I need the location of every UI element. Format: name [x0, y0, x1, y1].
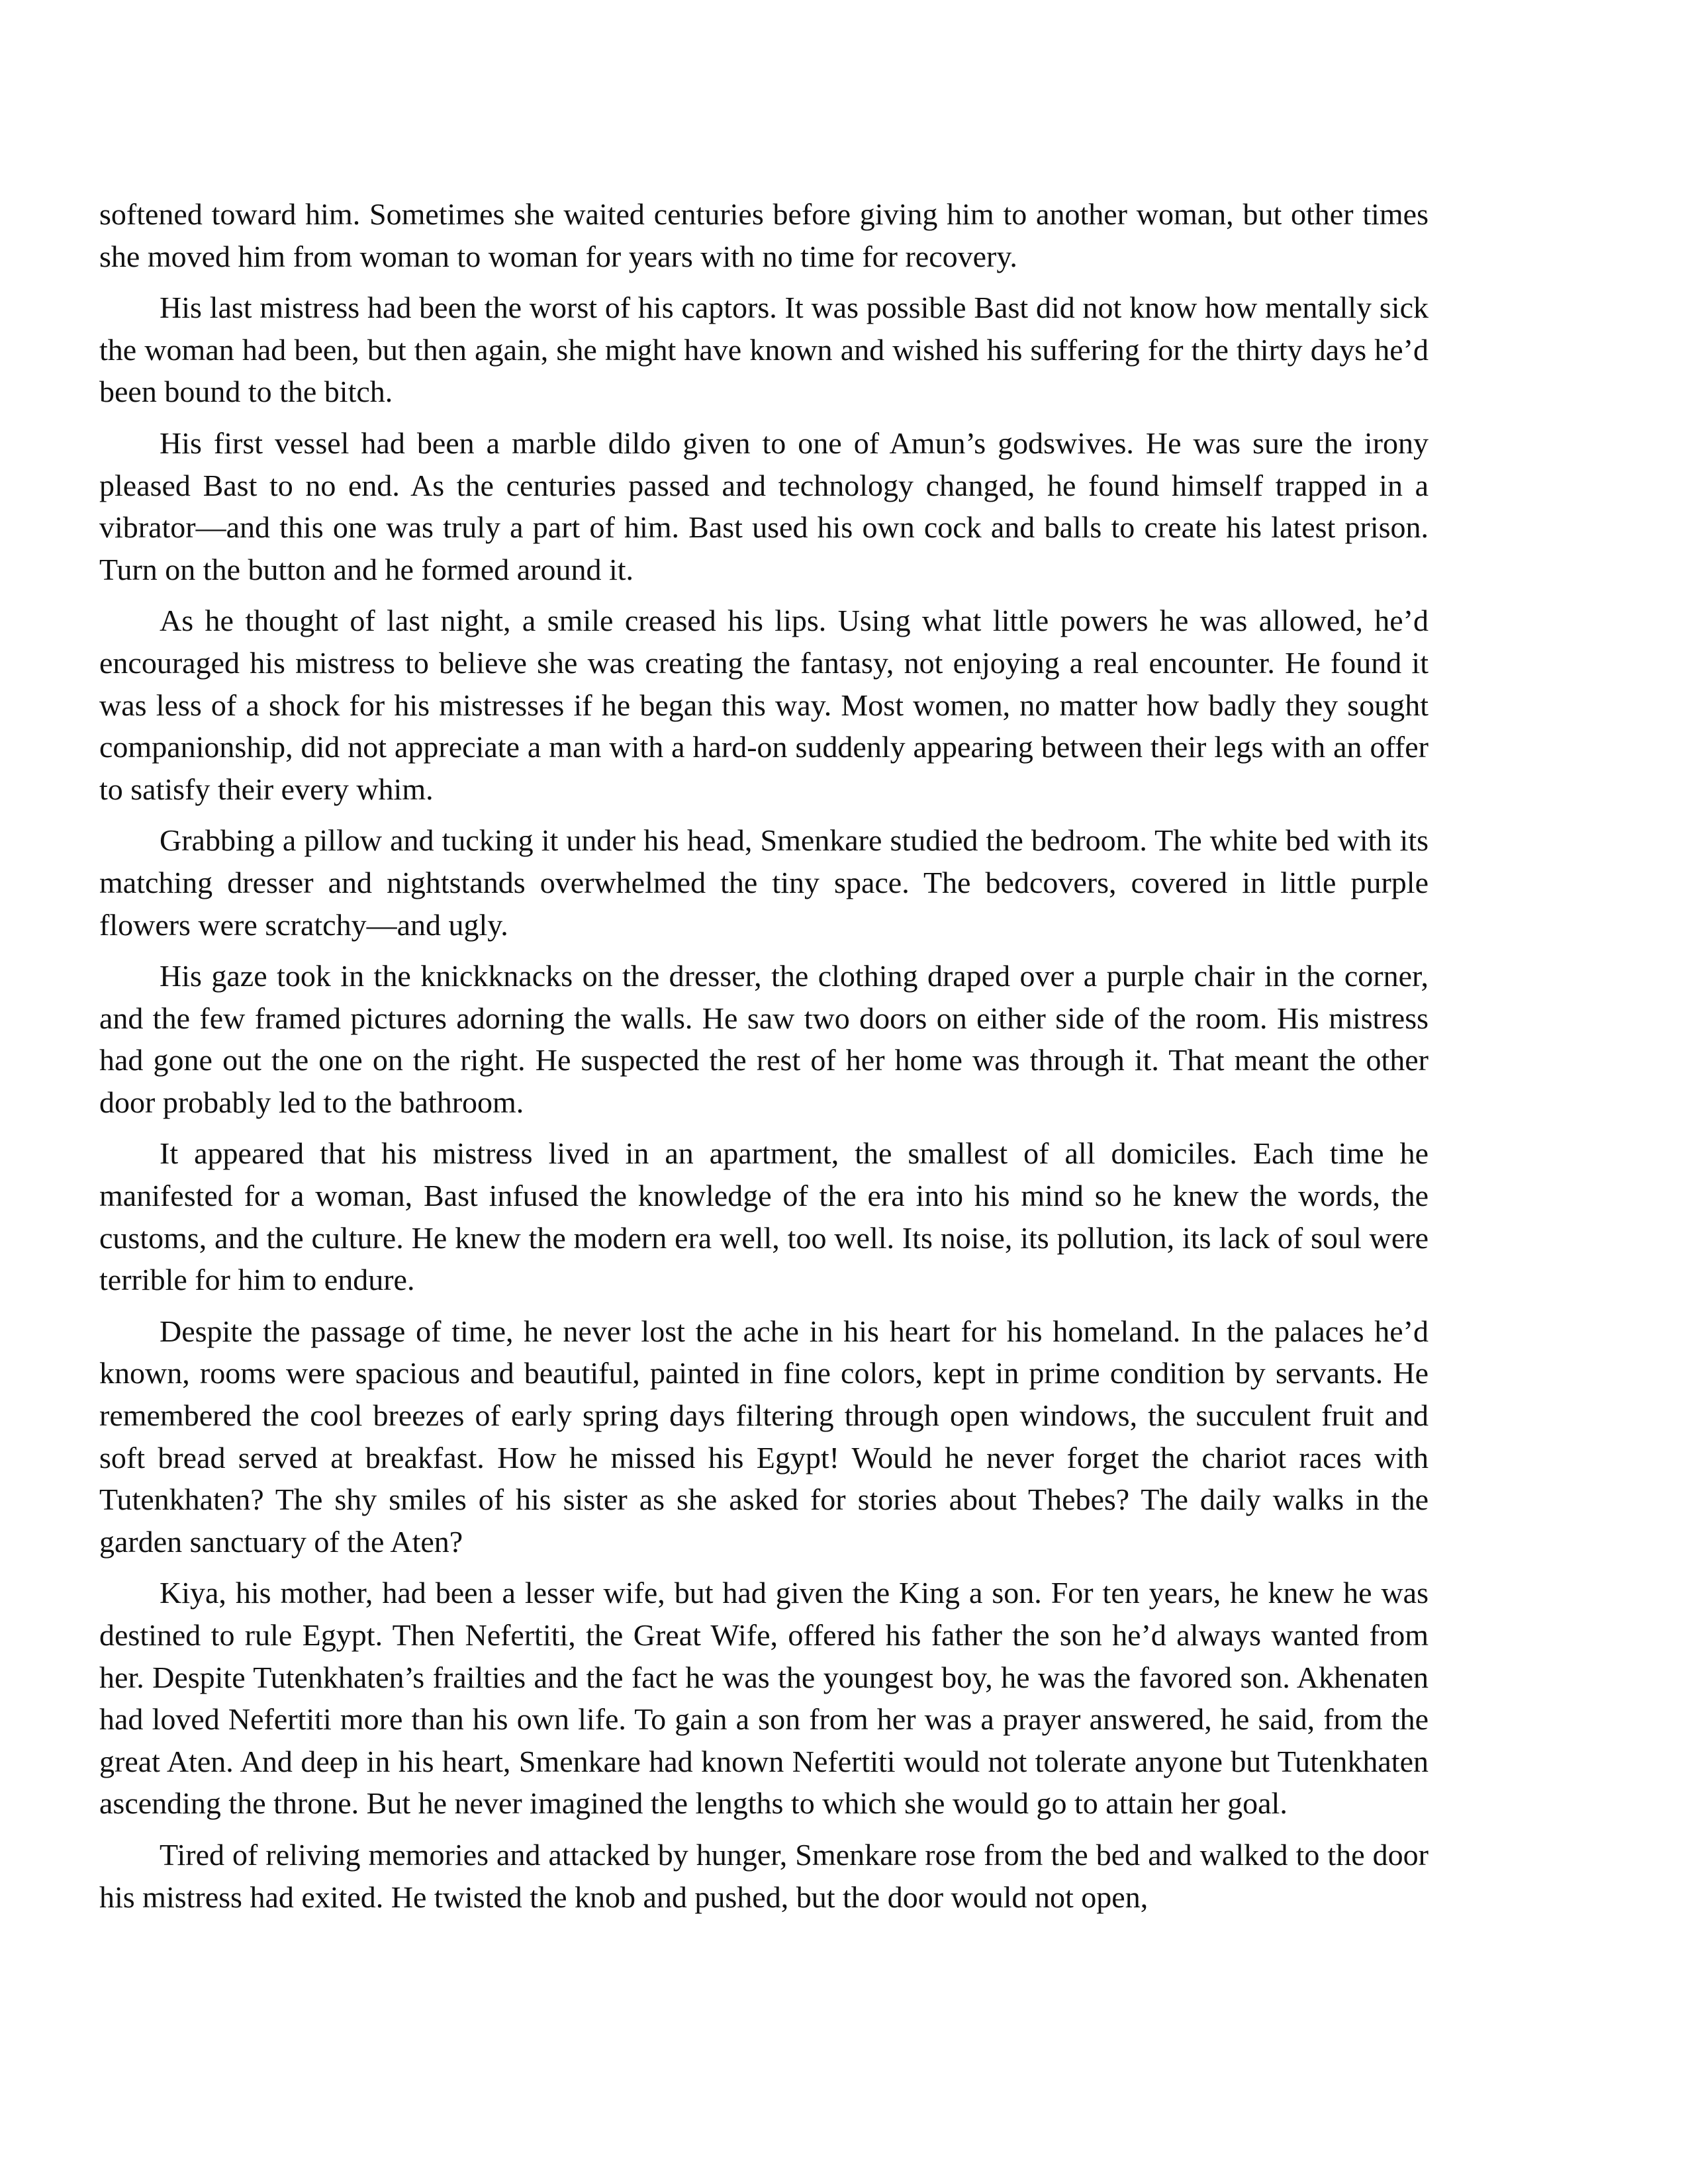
body-text — [99, 193, 1429, 1927]
paragraph-10: Tired of reliving memories and attacked by hunger, Smenkare rose from the bed and walked to the door his mistress had exited. He twisted the knob and pushed, but the door would not open, — [99, 1837, 1429, 1914]
paragraph-5: Grabbing a pillow and tucking it under his head, Smenkare studied the bedroom. The white bed with its matching dresser and nightstands overwhelmed the tiny space. The bedcovers, covered in little purple flowers were scratchy—and ugly. — [99, 823, 1429, 942]
paragraph-1: softened toward him. Sometimes she waited centuries before giving him to another woman, but other times she moved him from woman to woman for years with no time for recovery. — [99, 197, 1429, 273]
paragraph-9: Kiya, his mother, had been a lesser wife, but had given the King a son. For ten years, he knew he was destined to rule Egypt. Then Nefertiti, the Great Wife, offered his father the son he’d always wanted from her. Despite Tutenkhaten’s frailties and the fact he was the youngest boy, he was the favored son. Akhenaten had loved Nefertiti more than his own life. To gain a son from her was a prayer answered, he said, from the great Aten. And deep in his heart, Smenkare had known Nefertiti would not tolerate anyone but Tutenkhaten ascending the throne. But he never imagined the lengths to which she would go to attain her goal. — [99, 1576, 1429, 1821]
paragraph-3: His first vessel had been a marble dildo given to one of Amun’s godswives. He was sure the irony pleased Bast to no end. As the centuries passed and technology changed, he found himself trapped in a vibrator—and this one was truly a part of him. Bast used his own cock and balls to create his latest prison. Turn on the button and he formed around it. — [99, 426, 1429, 586]
paragraph-2: His last mistress had been the worst of his captors. It was possible Bast did not know how mentally sick the woman had been, but then again, she might have known and wished his suffering for the thirty days he’d been bound to the bitch. — [99, 291, 1429, 409]
paragraph-4: As he thought of last night, a smile creased his lips. Using what little powers he was allowed, he’d encouraged his mistress to believe she was creating the fantasy, not enjoying a real encounter. He found it was less of a shock for his mistresses if he began this way. Most women, no matter how badly they sought companionship, did not appreciate a man with a hard-on suddenly appearing between their legs with an offer to satisfy their every whim. — [99, 604, 1429, 806]
paragraph-8: Despite the passage of time, he never lost the ache in his heart for his homeland. In the palaces he’d known, rooms were spacious and beautiful, painted in fine colors, kept in prime condition by servants. He remembered the cool breezes of early spring days filtering through open windows, the succulent fruit and soft bread served at breakfast. How he missed his Egypt! Would he never forget the chariot races with Tutenkhaten? The shy smiles of his sister as she asked for stories about Thebes? The daily walks in the garden sanctuary of the Aten? — [99, 1314, 1429, 1559]
paragraph-7: It appeared that his mistress lived in an apartment, the smallest of all domiciles. Each time he manifested for a woman, Bast infused the knowledge of the era into his mind so he knew the words, the customs, and the culture. He knew the modern era well, too well. Its noise, its pollution, its lack of soul were terrible for him to endure. — [99, 1136, 1429, 1297]
paragraph-6: His gaze took in the knickknacks on the dresser, the clothing draped over a purple chair in the corner, and the few framed pictures adorning the walls. He saw two doors on either side of the room. His mistress had gone out the one on the right. He suspected the rest of her home was through it. That meant the other door probably led to the bathroom. — [99, 959, 1429, 1119]
